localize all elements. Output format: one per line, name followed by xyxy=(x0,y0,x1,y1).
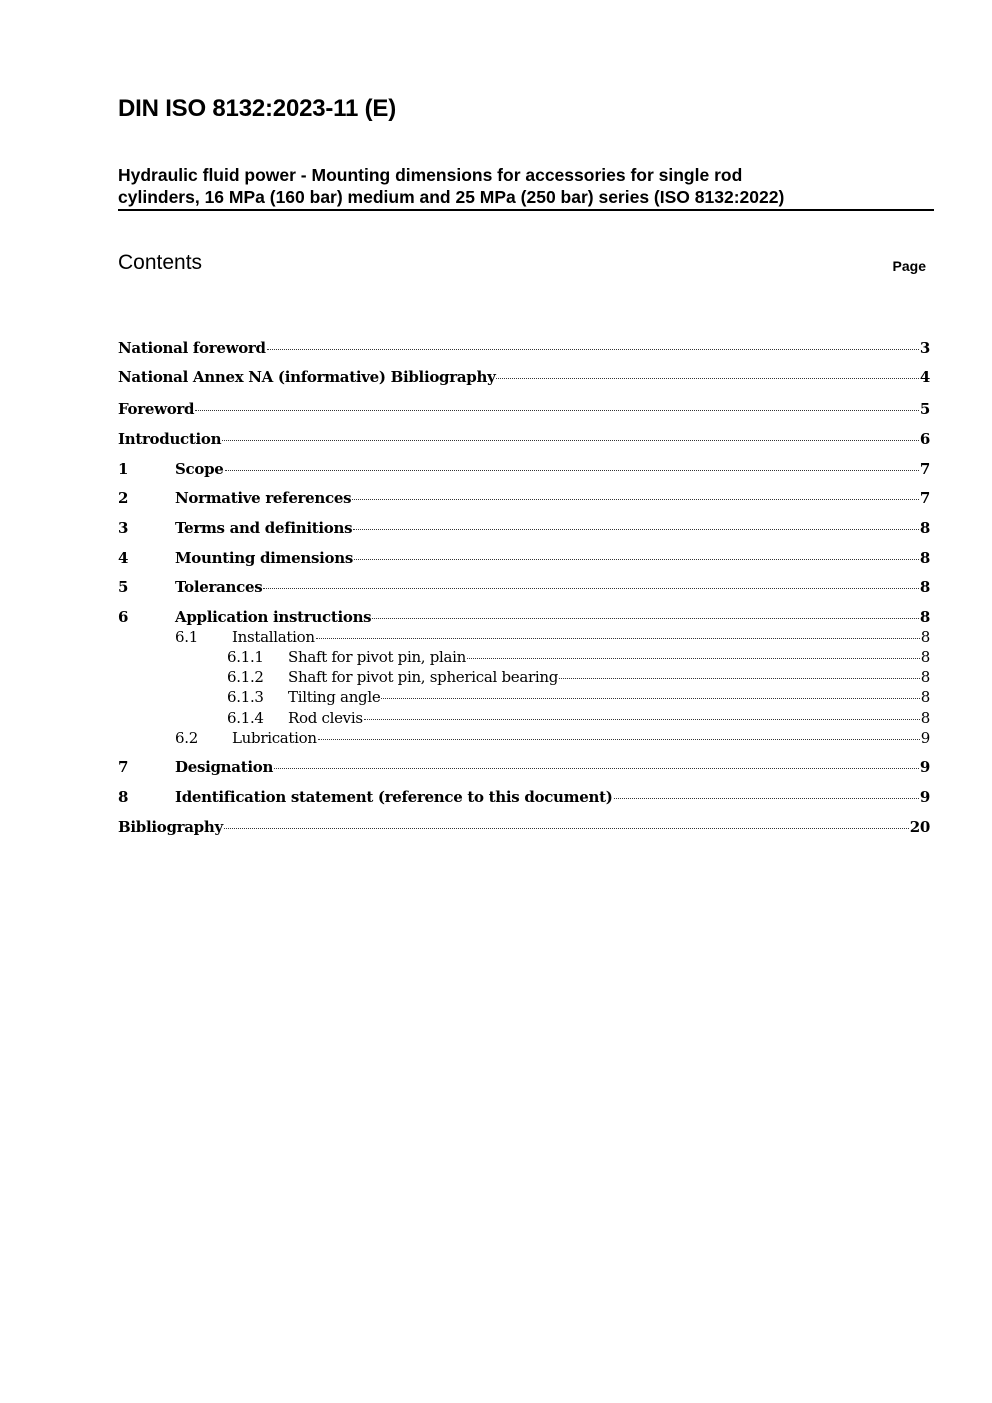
toc-entry-identification-statement[interactable] xyxy=(118,788,930,808)
toc-leader xyxy=(274,768,919,769)
toc-page: 8 xyxy=(919,519,930,537)
subtitle-line-2: cylinders, 16 MPa (160 bar) medium and 25 MPa (250 bar) series (ISO 8132:2022) xyxy=(118,187,785,207)
toc-number: 4 xyxy=(118,549,129,567)
toc-leader xyxy=(352,499,919,500)
toc-leader xyxy=(316,638,920,639)
toc-entry-shaft-pivot-spherical[interactable] xyxy=(227,668,930,688)
toc-entry-tilting-angle[interactable] xyxy=(227,688,930,708)
toc-number: 2 xyxy=(118,489,129,507)
toc-page: 8 xyxy=(919,608,930,626)
toc-title: Designation xyxy=(175,758,274,776)
toc-page: 8 xyxy=(919,578,930,596)
toc-leader xyxy=(467,658,920,659)
toc-entry-scope[interactable] xyxy=(118,460,930,480)
toc-leader xyxy=(381,698,919,699)
toc-page: 3 xyxy=(919,339,930,357)
toc-page: 7 xyxy=(919,489,930,507)
toc-page: 8 xyxy=(920,688,930,706)
toc-number: 6.2 xyxy=(175,729,198,747)
toc-entry-introduction[interactable] xyxy=(118,430,930,450)
toc-page: 4 xyxy=(919,368,930,386)
toc-page: 8 xyxy=(920,668,930,686)
toc-leader xyxy=(372,618,919,619)
toc-page: 8 xyxy=(919,549,930,567)
toc-number: 7 xyxy=(118,758,129,776)
toc-leader xyxy=(496,378,918,379)
toc-page: 9 xyxy=(920,729,930,747)
toc-number: 6.1.1 xyxy=(227,648,264,666)
toc-page: 8 xyxy=(920,628,930,646)
toc-entry-terms-and-definitions[interactable] xyxy=(118,519,930,539)
toc-title: Scope xyxy=(175,460,224,478)
toc-leader xyxy=(614,798,919,799)
toc-entry-lubrication[interactable] xyxy=(175,729,930,749)
toc-leader xyxy=(222,440,919,441)
toc-entry-installation[interactable] xyxy=(175,628,930,648)
document-title: DIN ISO 8132:2023-11 (E) xyxy=(118,95,397,122)
toc-entry-national-foreword[interactable] xyxy=(118,339,930,359)
toc-entry-application-instructions[interactable] xyxy=(118,608,930,628)
toc-leader xyxy=(353,529,919,530)
toc-entry-bibliography[interactable] xyxy=(118,818,930,838)
toc-title: Installation xyxy=(232,628,315,646)
toc-entry-foreword[interactable] xyxy=(118,400,930,420)
toc-entry-normative-references[interactable] xyxy=(118,489,930,509)
toc-leader xyxy=(195,410,919,411)
toc-title: Terms and definitions xyxy=(175,519,353,537)
toc-page: 20 xyxy=(909,818,930,836)
toc-number: 6.1.3 xyxy=(227,688,264,706)
toc-title: National Annex NA (informative) Bibliography xyxy=(118,368,496,386)
toc-leader xyxy=(354,559,919,560)
toc-number: 1 xyxy=(118,460,129,478)
toc-page: 9 xyxy=(919,758,930,776)
toc-number: 3 xyxy=(118,519,129,537)
toc-leader xyxy=(364,719,920,720)
toc-title: Shaft for pivot pin, plain xyxy=(288,648,467,666)
toc-title: Bibliography xyxy=(118,818,223,836)
toc-title: Tolerances xyxy=(175,578,263,596)
toc-entry-national-annex[interactable] xyxy=(118,368,930,388)
toc-leader xyxy=(559,678,920,679)
toc-page: 9 xyxy=(919,788,930,806)
toc-title: Normative references xyxy=(175,489,352,507)
toc-number: 6.1.2 xyxy=(227,668,264,686)
toc-page: 8 xyxy=(920,648,930,666)
toc-entry-designation[interactable] xyxy=(118,758,930,778)
toc-entry-shaft-pivot-plain[interactable] xyxy=(227,648,930,668)
toc-entry-rod-clevis[interactable] xyxy=(227,709,930,729)
toc-page: 8 xyxy=(920,709,930,727)
toc-entry-mounting-dimensions[interactable] xyxy=(118,549,930,569)
toc-leader xyxy=(318,739,920,740)
toc-page: 6 xyxy=(919,430,930,448)
contents-heading: Contents xyxy=(118,251,203,274)
toc-title: Introduction xyxy=(118,430,222,448)
toc-title: Lubrication xyxy=(232,729,317,747)
toc-title: Application instructions xyxy=(175,608,372,626)
page-column-label: Page xyxy=(892,258,926,274)
toc-leader xyxy=(225,470,919,471)
toc-title: National foreword xyxy=(118,339,266,357)
toc-title: Shaft for pivot pin, spherical bearing xyxy=(288,668,559,686)
toc-number: 6.1.4 xyxy=(227,709,264,727)
toc-number: 6 xyxy=(118,608,129,626)
toc-title: Rod clevis xyxy=(288,709,363,727)
toc-leader xyxy=(267,349,919,350)
toc-page: 7 xyxy=(919,460,930,478)
toc-leader xyxy=(224,828,909,829)
toc-entry-tolerances[interactable] xyxy=(118,578,930,598)
toc-number: 6.1 xyxy=(175,628,198,646)
document-subtitle xyxy=(118,164,934,211)
toc-number: 8 xyxy=(118,788,129,806)
toc-title: Identification statement (reference to this document) xyxy=(175,788,613,806)
toc-title: Mounting dimensions xyxy=(175,549,353,567)
toc-page: 5 xyxy=(919,400,930,418)
subtitle-line-1: Hydraulic fluid power - Mounting dimensions for accessories for single rod xyxy=(118,165,743,185)
toc-number: 5 xyxy=(118,578,129,596)
toc-title: Tilting angle xyxy=(288,688,381,706)
toc-title: Foreword xyxy=(118,400,195,418)
toc-leader xyxy=(263,588,919,589)
